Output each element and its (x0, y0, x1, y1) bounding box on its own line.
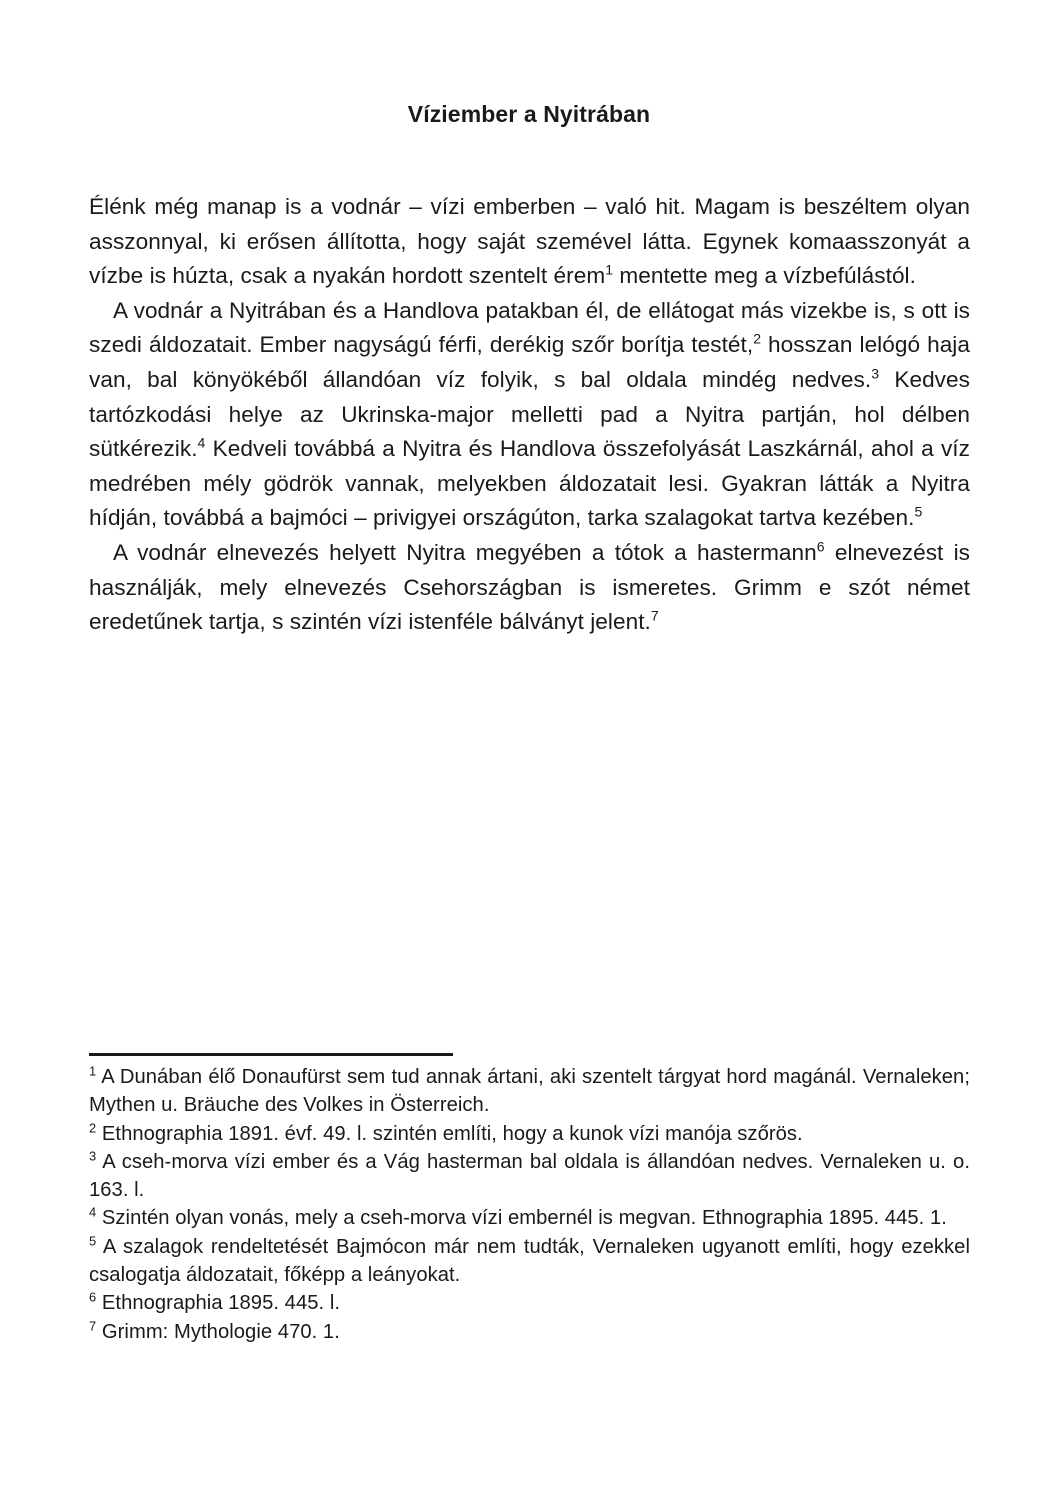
footnote-marker-3[interactable]: 3 (89, 1148, 97, 1164)
paragraph-3: A vodnár elnevezés helyett Nyitra megyében a tótok a hastermann$^6$ elnevezést is használják, mely elnevezés Csehországban is ismeretes. Grimm e szót német eredetűnek tartja, s szintén vízi istenféle bálványt jelent.$^7$ (89, 538, 971, 635)
footnote-6 (89, 1289, 970, 1317)
footnote-ref-6[interactable]: 6 (816, 538, 825, 555)
footnote-marker-2[interactable]: 2 (89, 1119, 97, 1135)
footnote-marker-6[interactable]: 6 (89, 1289, 97, 1305)
footnote-ref-7[interactable]: 7 (650, 607, 659, 624)
footnote-3 (89, 1148, 970, 1205)
footnote-ref-5[interactable]: 5 (914, 503, 923, 520)
footnote-text-7: Grimm: Mythologie 470. 1. (96, 1320, 340, 1343)
footnote-5 (89, 1233, 970, 1290)
paragraph-2: A vodnár a Nyitrában és a Handlova patakban él, de ellátogat más vizekbe is, s ott is szedi áldozatait. Ember nagyságú férfi, derékig szőr borítja testét,$^2$ hosszan lelógó haja van, bal könyökéből állandóan víz folyik, s bal oldala mindég nedves.$^3$ Kedves tartózkodási helye az Ukrinska-major melletti pad a Nyitra partján, hol délben sütkérezik.$^4$ Kedveli továbbá a Nyitra és Handlova összefolyását Laszkárnál, ahol a víz medrében mély gödrök vannak, melyekben áldozatait lesi. Gyakran látták a Nyitra hídján, továbbá a bajmóci – privigyei országúton, tarka szalagokat tartva kezében.$^5$ (89, 297, 970, 531)
footnote-text-3: A cseh-morva vízi ember és a Vág hasterman bal oldala is állandóan nedves. Vernaleken u. o. 163. l. (89, 1150, 970, 1202)
page-title: Víziember a Nyitrában (407, 101, 651, 128)
footnote-ref-1[interactable]: 1 (605, 261, 614, 278)
footnote-ref-3[interactable]: 3 (871, 365, 880, 382)
footnote-marker-7[interactable]: 7 (89, 1317, 97, 1333)
footnote-2 (89, 1120, 970, 1148)
footnote-text-4: Szintén olyan vonás, mely a cseh-morva vízi embernél is megvan. Ethnographia 1895. 445. 1. (96, 1207, 947, 1230)
footnote-text-6: Ethnographia 1895. 445. l. (96, 1292, 341, 1315)
footnote-ref-4[interactable]: 4 (197, 434, 206, 451)
footnote-1 (89, 1063, 970, 1120)
footnote-marker-4[interactable]: 4 (89, 1204, 97, 1220)
footnote-list (89, 1063, 970, 1346)
paragraph-1: Élénk még manap is a vodnár – vízi emberben – való hit. Magam is beszéltem olyan asszonnyal, ki erősen állította, hogy saját szemével látta. Egynek komaasszonyát a vízbe is húzta, csak a nyakán hordott szentelt érem$^1$ mentette meg a vízbefúlástól. (89, 194, 970, 289)
footnote-ref-2[interactable]: 2 (753, 330, 762, 347)
footnote-marker-1[interactable]: 1 (89, 1063, 97, 1079)
footnote-7 (89, 1318, 970, 1346)
footnote-text-5: A szalagok rendeltetését Bajmócon már nem tudták, Vernaleken ugyanott említi, hogy ezekkel csalogatja áldozatait, főképp a leányokat. (89, 1235, 970, 1287)
footnote-text-2: Ethnographia 1891. évf. 49. l. szintén említi, hogy a kunok vízi manója szőrös. (96, 1122, 803, 1145)
footnote-text-1: A Dunában élő Donaufürst sem tud annak ártani, aki szentelt tárgyat hord magánál. Vernaleken; Mythen u. Bräuche des Volkes in Österreich. (89, 1066, 970, 1117)
footnote-separator (89, 1053, 453, 1056)
body-text (89, 190, 970, 640)
footnote-4 (89, 1204, 970, 1232)
footnote-marker-5[interactable]: 5 (89, 1233, 97, 1249)
